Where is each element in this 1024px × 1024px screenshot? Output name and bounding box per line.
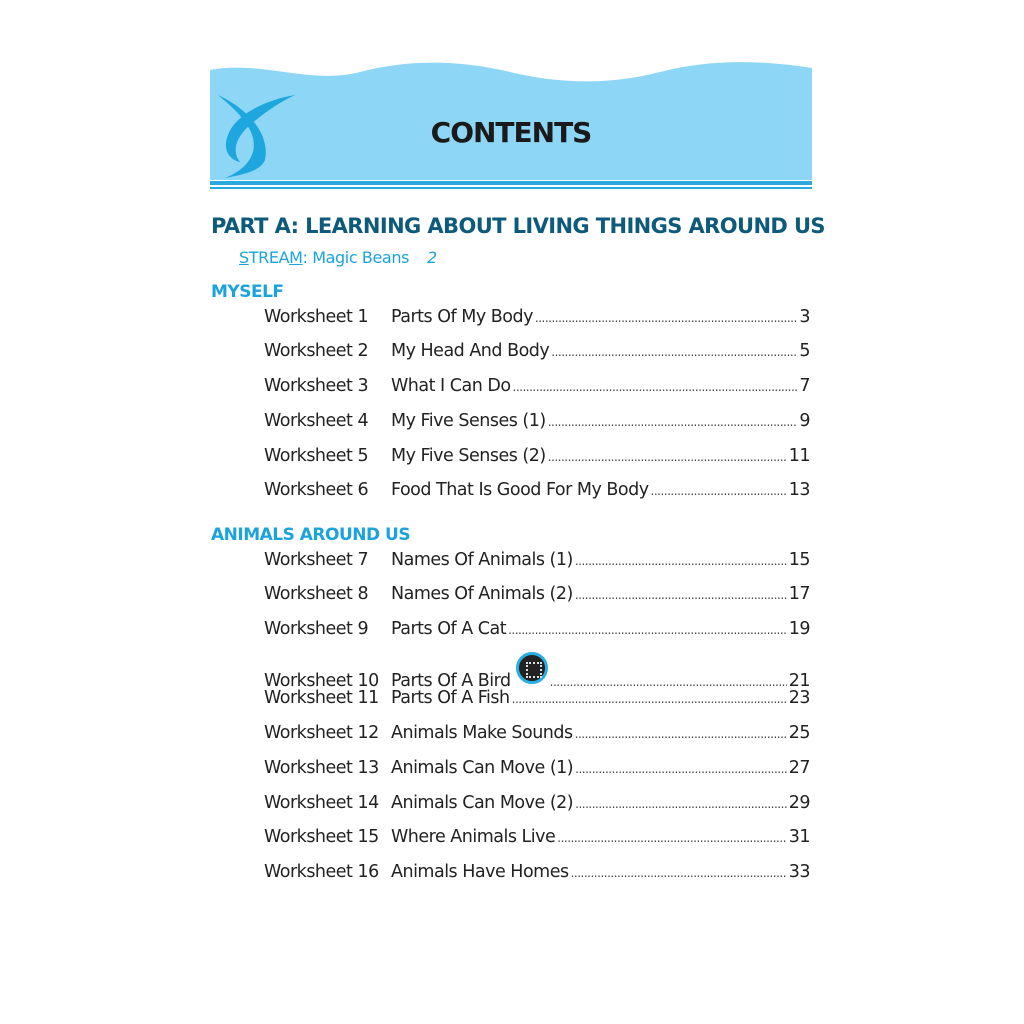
stream-t: TREA <box>248 248 290 267</box>
worksheet-title: What I Can Do <box>391 376 511 397</box>
worksheet-title: Animals Can Move (1) <box>391 757 574 778</box>
page-number: 29 <box>788 792 810 813</box>
worksheet-title: Animals Have Homes <box>391 861 569 882</box>
worksheet-label: Worksheet 1 <box>264 306 369 327</box>
worksheet-label: Worksheet 16 <box>264 861 379 882</box>
worksheet-label: Worksheet 10 <box>264 670 379 691</box>
worksheet-title: Names Of Animals (2) <box>391 584 573 605</box>
toc-entry[interactable] <box>264 341 810 365</box>
worksheet-label: Worksheet 5 <box>264 445 369 466</box>
dot-leader <box>571 866 787 880</box>
qr-code-icon[interactable] <box>516 652 548 684</box>
dot-leader <box>557 831 786 845</box>
worksheet-title: Parts Of My Body <box>391 306 533 327</box>
toc-entry[interactable] <box>264 446 810 470</box>
stream-s: S <box>239 248 249 267</box>
toc-entry[interactable] <box>264 793 810 817</box>
page-number: 19 <box>788 619 810 639</box>
dot-leader <box>651 484 787 498</box>
worksheet-label: Worksheet 14 <box>264 792 379 813</box>
worksheet-label: Worksheet 15 <box>264 827 379 848</box>
worksheet-label: Worksheet 3 <box>264 376 369 397</box>
dot-leader <box>575 727 787 741</box>
page-number: 11 <box>788 445 810 466</box>
dot-leader <box>548 415 798 429</box>
worksheet-title: My Head And Body <box>391 341 550 362</box>
divider <box>210 187 812 189</box>
page-number: 21 <box>788 670 810 691</box>
dot-leader <box>548 450 787 464</box>
divider <box>210 181 812 185</box>
worksheet-label: Worksheet 9 <box>264 619 369 639</box>
page-number: 3 <box>799 306 810 327</box>
toc-entry[interactable] <box>264 654 810 691</box>
toc-entry[interactable] <box>264 688 810 712</box>
toc-entry[interactable] <box>264 307 810 331</box>
worksheet-label: Worksheet 13 <box>264 757 379 778</box>
dot-leader <box>551 345 797 359</box>
worksheet-label: Worksheet 2 <box>264 341 369 362</box>
page-number: 23 <box>788 688 810 709</box>
page-number: 9 <box>799 410 810 431</box>
page-number: 17 <box>788 584 810 605</box>
toc-entry[interactable] <box>264 758 810 782</box>
worksheet-title: My Five Senses (2) <box>391 445 546 466</box>
dot-leader <box>575 762 787 776</box>
page-number: 7 <box>799 376 810 397</box>
dot-leader <box>508 623 787 637</box>
worksheet-label: Worksheet 11 <box>264 688 379 709</box>
section-heading: ANIMALS AROUND US <box>211 524 411 545</box>
page-number: 5 <box>799 341 810 362</box>
page-number: 15 <box>788 549 810 570</box>
dot-leader <box>535 311 797 325</box>
worksheet-title: Names Of Animals (1) <box>391 549 573 570</box>
page-number: 25 <box>788 723 810 744</box>
toc-entry[interactable] <box>264 376 810 400</box>
page-number: 33 <box>788 861 810 882</box>
stream-page: 2 <box>427 248 437 267</box>
stream-title: : Magic Beans <box>302 248 410 267</box>
worksheet-title: Parts Of A Bird <box>391 670 511 691</box>
section-heading: MYSELF <box>211 282 284 302</box>
worksheet-title: Animals Can Move (2) <box>391 792 574 813</box>
worksheet-label: Worksheet 6 <box>264 480 369 501</box>
worksheet-title: Animals Make Sounds <box>391 723 573 744</box>
stream-entry[interactable] <box>239 248 437 267</box>
worksheet-title: Food That Is Good For My Body <box>391 480 649 501</box>
toc-entry[interactable] <box>264 723 810 747</box>
worksheet-label: Worksheet 7 <box>264 549 369 570</box>
page-number: 31 <box>788 827 810 848</box>
toc-entry[interactable] <box>264 480 810 504</box>
toc-entry[interactable] <box>264 411 810 435</box>
dot-leader <box>575 554 787 568</box>
toc-entry[interactable] <box>264 550 810 574</box>
dot-leader <box>575 588 787 602</box>
toc-entry[interactable] <box>264 619 810 643</box>
page-number: 27 <box>788 757 810 778</box>
toc-entry[interactable] <box>264 862 810 886</box>
worksheet-label: Worksheet 12 <box>264 723 379 744</box>
page-title: CONTENTS <box>430 116 592 149</box>
stream-m: M <box>289 248 303 267</box>
page-number: 13 <box>788 480 810 501</box>
worksheet-title: My Five Senses (1) <box>391 410 546 431</box>
dot-leader <box>513 380 798 394</box>
worksheet-label: Worksheet 8 <box>264 584 369 605</box>
dot-leader <box>512 692 787 706</box>
dot-leader <box>575 797 787 811</box>
worksheet-title: Parts Of A Fish <box>391 688 510 709</box>
toc-entry[interactable] <box>264 827 810 851</box>
part-heading: PART A: LEARNING ABOUT LIVING THINGS AROUND US <box>211 214 825 238</box>
dot-leader <box>550 675 787 689</box>
toc-entry[interactable] <box>264 584 810 608</box>
worksheet-title: Where Animals Live <box>391 827 556 848</box>
worksheet-title: Parts Of A Cat <box>391 619 507 639</box>
worksheet-label: Worksheet 4 <box>264 410 369 431</box>
